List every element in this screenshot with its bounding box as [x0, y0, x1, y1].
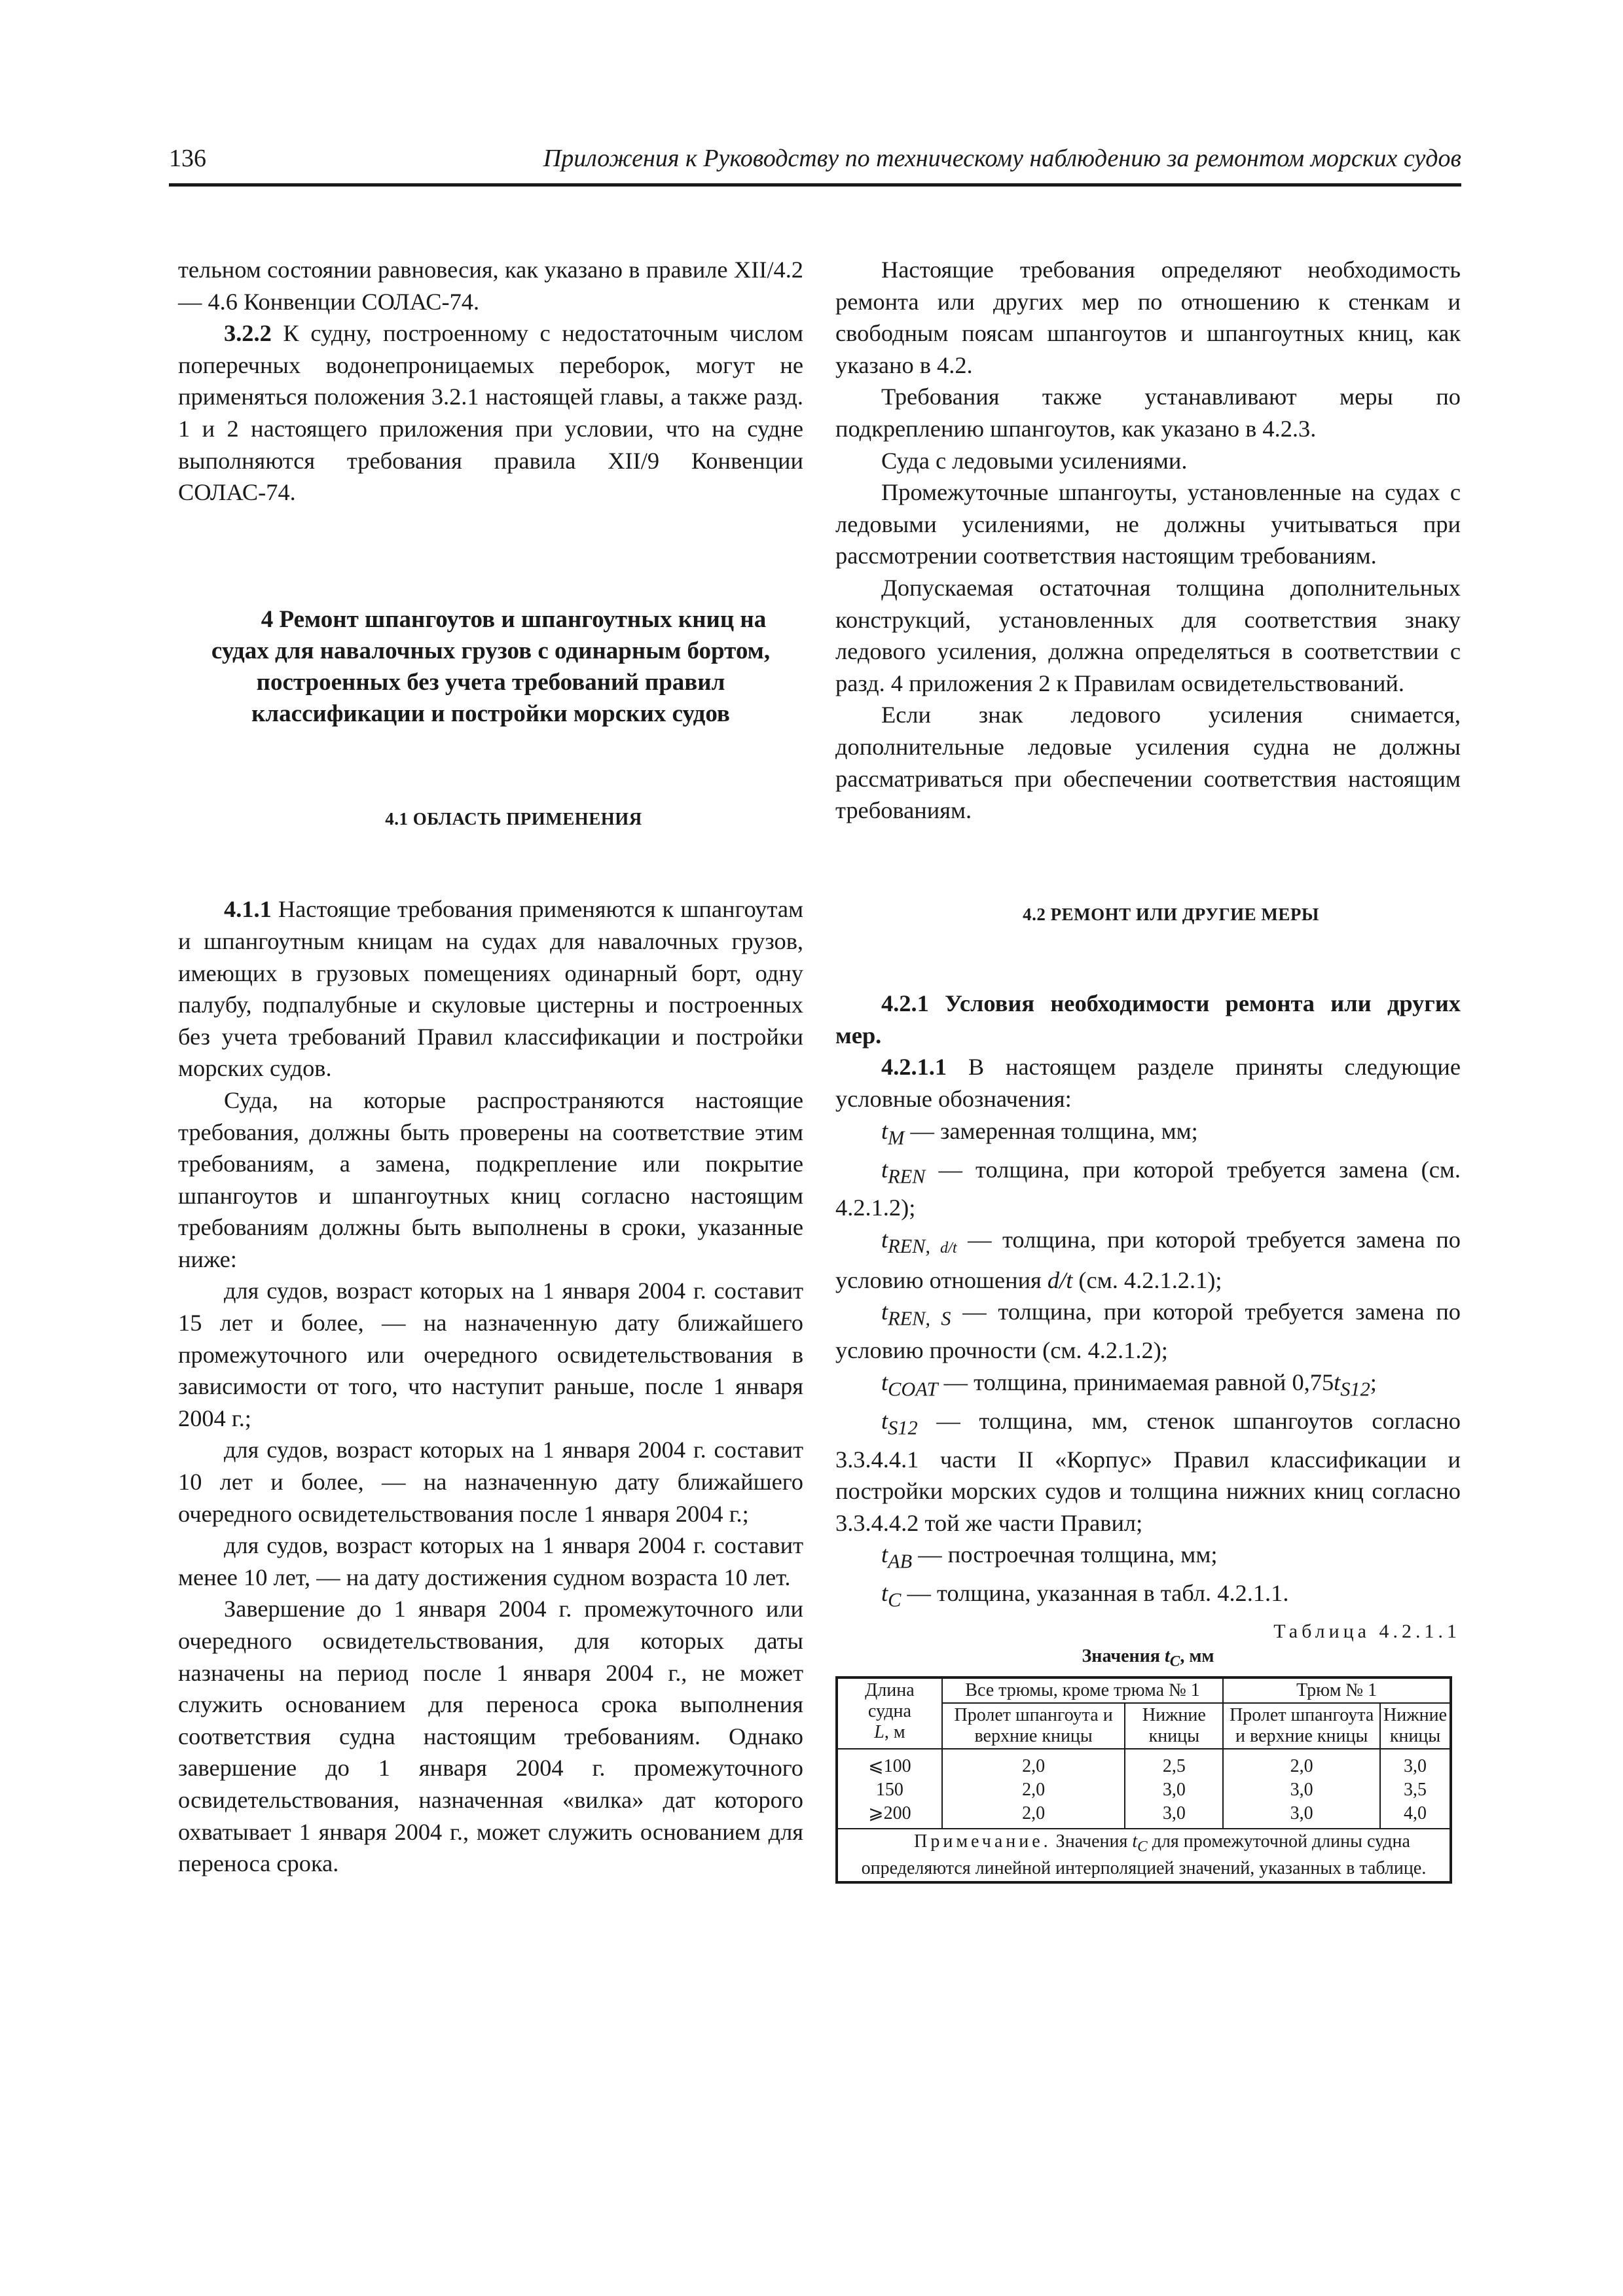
table-caption: Таблица 4.2.1.1	[1273, 1621, 1461, 1643]
definition-tm: $t_M$ — замеренная толщина, мм;	[881, 1117, 1198, 1149]
paragraph: Суда с ледовыми усилениями.	[881, 447, 1188, 474]
header-span: Пролет шпангоута и верхние кницы	[1223, 1703, 1380, 1749]
paragraph: Требования также устанавливают меры по подкреплению шпангоутов, как указано в 4.2.3.	[835, 384, 1461, 442]
definition-tren: $t_{REN}$ — толщина, при которой требуется замена (см. 4.2.1.2);	[835, 1156, 1461, 1221]
table-row: ⩾200 2,0 3,0 3,0 4,0	[837, 1802, 1451, 1829]
paragraph: для судов, возраст которых на 1 января 2004 г. составит 15 лет и более, — на назначенную дату ближайшего промежуточного или очередного освидетельствования в зависимости от того, что наступит раньше, после 1 января 2004 г.;	[178, 1278, 803, 1431]
paragraph: Настоящие требования определяют необходимость ремонта или других мер по отношению к стенкам и свободным поясам шпангоутов и шпангоутных книц, как указано в 4.2.	[835, 257, 1461, 378]
table-note: Примечание. Значения $t_C$ для промежуточной длины судна определяются линейной интерполяцией значений, указанных в таблице.	[837, 1829, 1451, 1883]
running-title: Приложения к Руководству по техническому наблюдению за ремонтом морских судов	[543, 145, 1461, 172]
chapter-title: 4 Ремонт шпангоутов и шпангоутных книц на судах для навалочных грузов с одинарным бортом, построенных без учета требований правил классификации и постройки морских судов	[211, 605, 771, 727]
left-column	[178, 254, 803, 1880]
paragraph: Суда, на которые распространяются настоящие требования, должны быть проверены на соответствие этим требованиям, а замена, подкрепление или покрытие шпангоутов и шпангоутных книц согласно настоящим требованиям должны быть выполнены в сроки, указанные ниже:	[178, 1086, 803, 1272]
table-row: ⩽100 2,0 2,5 2,0 3,0	[837, 1749, 1451, 1778]
paragraph: для судов, возраст которых на 1 января 2004 г. составит менее 10 лет, — на дату достижения судном возраста 10 лет.	[178, 1532, 803, 1590]
table-title: Значения $t_C$, мм	[1082, 1646, 1214, 1670]
paragraph: для судов, возраст которых на 1 января 2004 г. составит 10 лет и более, — на назначенную дату ближайшего очередного освидетельствования после 1 января 2004 г.;	[178, 1437, 803, 1527]
paragraph-3-2-2: 3.2.2 К судну, построенному с недостаточным числом поперечных водонепроницаемых переборок, могут не применяться положения 3.2.1 настоящей главы, а также разд. 1 и 2 настоящего приложения при условии, что на судне выполняются требования правила XII/9 Конвенции СОЛАС-74.	[178, 320, 803, 506]
paragraph-4-2-1-1: 4.2.1.1 В настоящем разделе приняты следующие условные обозначения:	[835, 1054, 1461, 1113]
header-lower-brackets: Нижние кницы	[1125, 1703, 1223, 1749]
page-number: 136	[169, 145, 206, 172]
header-lower-brackets: Нижние кницы	[1380, 1703, 1451, 1749]
header-group-all-holds: Все трюмы, кроме трюма № 1	[942, 1677, 1223, 1703]
header-group-hold-1: Трюм № 1	[1223, 1677, 1451, 1703]
section-heading-4-2: 4.2 РЕМОНТ ИЛИ ДРУГИЕ МЕРЫ	[1023, 904, 1319, 924]
definition-ts12: $t_{S12}$ — толщина, мм, стенок шпангоутов согласно 3.3.4.4.1 части II «Корпус» Правил классификации и постройки морских судов и толщина нижних книц согласно 3.3.4.4.2 той же части Правил;	[835, 1407, 1461, 1536]
paragraph: Если знак ледового усиления снимается, дополнительные ледовые усиления судна не должны рассматриваться при обеспечении соответствия настоящим требованиям.	[835, 702, 1461, 824]
definition-tren-dt: $t_{REN, d/t}$ — толщина, при которой требуется замена по условию отношения d/t (см. 4.2.1.2.1);	[835, 1227, 1461, 1293]
definition-tcoat: $t_{COAT}$ — толщина, принимаемая равной $0,75t_{S12}$;	[881, 1369, 1377, 1401]
right-column	[835, 254, 1461, 1884]
paragraph: Промежуточные шпангоуты, установленные на судах с ледовыми усилениями, не должны учитываться при рассмотрении соответствия настоящим требованиям.	[835, 479, 1461, 569]
paragraph-4-1-1: 4.1.1 Настоящие требования применяются к шпангоутам и шпангоутным кницам на судах для навалочных грузов, имеющих в грузовых помещениях одинарный борт, одну палубу, подпалубные и скуловые цистерны и построенных без учета требований Правил классификации и постройки морских судов.	[178, 896, 803, 1082]
header-length: Длина судна L, м	[837, 1677, 942, 1749]
page-header	[169, 143, 1461, 187]
paragraph: тельном состоянии равновесия, как указано в правиле XII/4.2 — 4.6 Конвенции СОЛАС-74.	[178, 257, 803, 315]
paragraph: Допускаемая остаточная толщина дополнительных конструкций, установленных для соответствия знаку ледового усиления, должна определяться в соответствии с разд. 4 приложения 2 к Правилам освидетельствований.	[835, 574, 1461, 696]
definition-tc: $t_C$ — толщина, указанная в табл. 4.2.1.1.	[881, 1580, 1289, 1611]
header-span: Пролет шпангоута и верхние кницы	[942, 1703, 1125, 1749]
paragraph: Завершение до 1 января 2004 г. промежуточного или очередного освидетельствования, для которых даты назначены на период после 1 января 2004 г., не может служить основанием для переноса срока выполнения соответствия судна настоящим требованиям. Однако завершение до 1 января 2004 г. промежуточного освидетельствования, назначенная «вилка» дат которого охватывает 1 января 2004 г., может служить основанием для переноса срока.	[178, 1596, 803, 1877]
subsection-heading-4-2-1: 4.2.1 Условия необходимости ремонта или других мер.	[835, 990, 1461, 1049]
thickness-table	[835, 1676, 1452, 1884]
definition-tren-s: $t_{REN, S}$ — толщина, при которой требуется замена по условию прочности (см. 4.2.1.2);	[835, 1299, 1461, 1364]
table-row: 150 2,0 3,0 3,0 3,5	[837, 1778, 1451, 1802]
section-heading-4-1: 4.1 ОБЛАСТЬ ПРИМЕНЕНИЯ	[385, 808, 642, 829]
definition-tab: $t_{AB}$ — построечная толщина, мм;	[881, 1541, 1218, 1573]
